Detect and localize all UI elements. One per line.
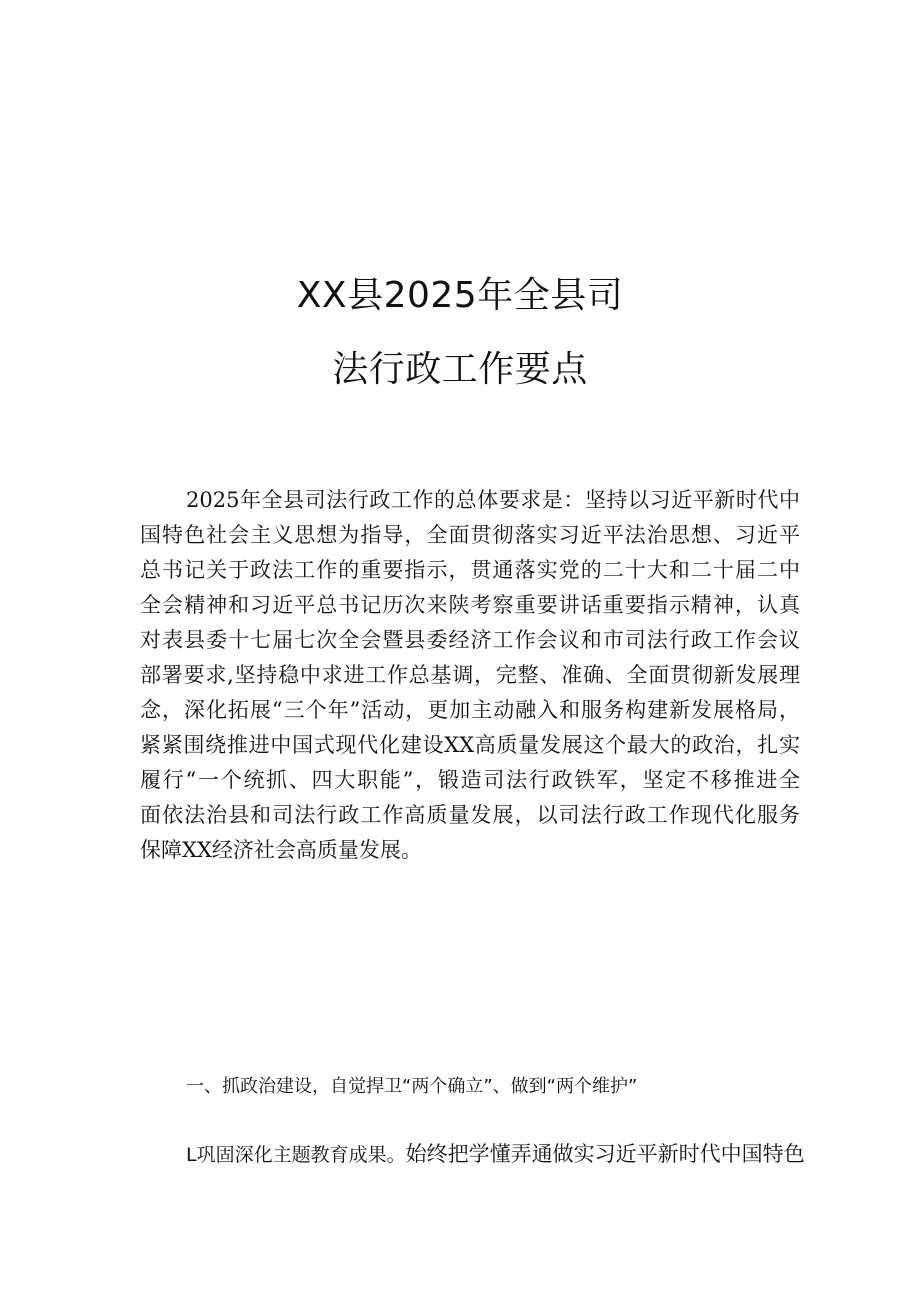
intro-line: 念，深化拓展“三个年”活动，更加主动融入和服务构建新发展格局， (140, 698, 800, 722)
intro-line: 国特色社会主义思想为指导，全面贯彻落实习近平法治思想、习近平 (140, 523, 800, 547)
section-1-item-1-title: L巩固深化主题教育成果。 (186, 1144, 406, 1166)
intro-line: 保障XX经济社会高质量发展。 (140, 838, 422, 862)
section-1-item-1-text: 始终把学懂弄通做实习近平新时代中国特色 (405, 1142, 805, 1166)
document-title-line-1: XX县2025年全县司 (296, 275, 624, 316)
intro-line: 对表县委十七届七次全会暨县委经济工作会议和市司法行政工作会议 (140, 628, 800, 652)
intro-line: 总书记关于政法工作的重要指示，贯通落实党的二十大和二十届二中 (140, 558, 800, 582)
section-1-heading: 一、抓政治建设，自觉捍卫“两个确立”、做到“两个维护” (186, 1076, 638, 1097)
section-1-item-1 (186, 1137, 805, 1174)
intro-line: 全会精神和习近平总书记历次来陕考察重要讲话重要指示精神，认真 (140, 593, 800, 617)
intro-line: 紧紧围绕推进中国式现代化建设XX高质量发展这个最大的政治，扎实 (140, 733, 800, 757)
intro-line: 履行“一个统抓、四大职能”，锻造司法行政铁军，坚定不移推进全 (140, 768, 800, 792)
intro-line: 2025年全县司法行政工作的总体要求是：坚持以习近平新时代中 (186, 488, 800, 512)
document-title-line-2: 法行政工作要点 (332, 349, 588, 390)
intro-line: 面依法治县和司法行政工作高质量发展，以司法行政工作现代化服务 (140, 803, 800, 827)
intro-line: 部署要求,坚持稳中求进工作总基调，完整、准确、全面贯彻新发展理 (140, 663, 800, 687)
intro-paragraph (140, 483, 800, 868)
